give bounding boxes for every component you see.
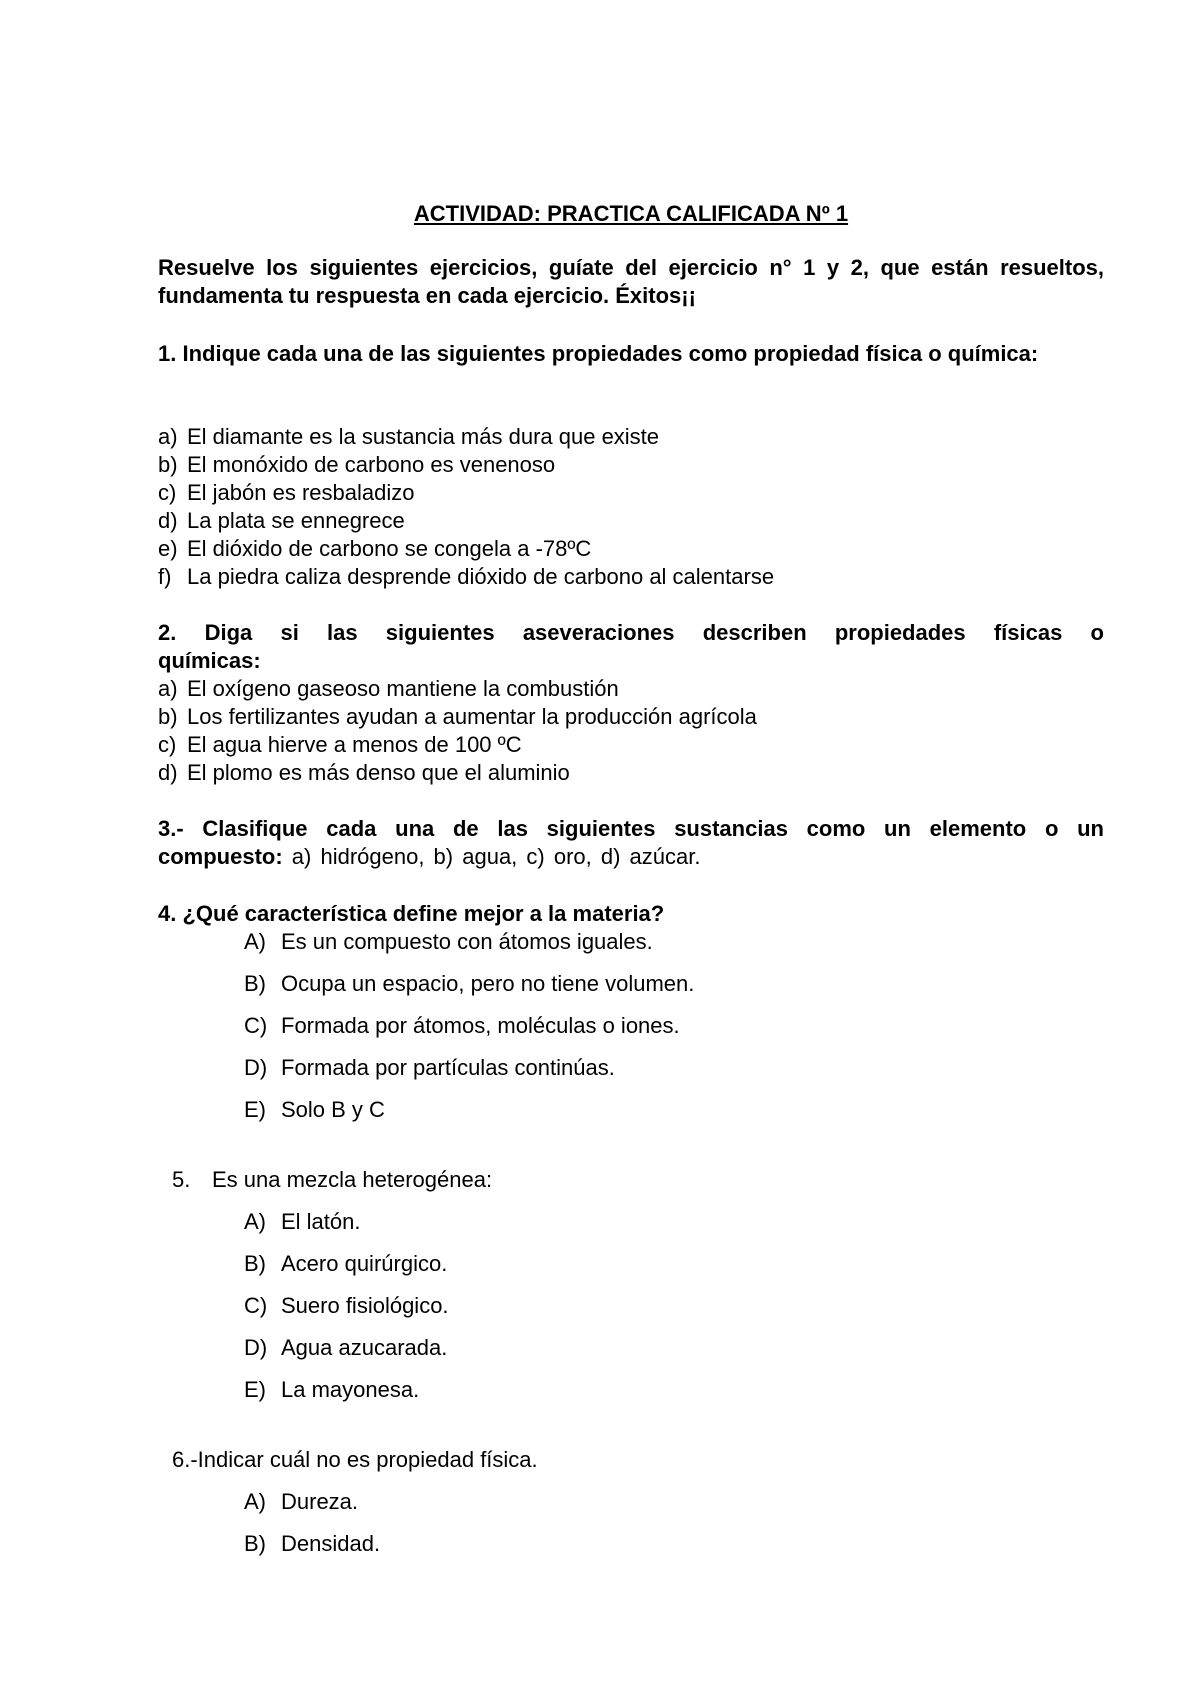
list-item: a) El oxígeno gaseoso mantiene la combustión	[158, 676, 619, 701]
instructions: Resuelve los siguientes ejercicios, guíate del ejercicio n° 1 y 2, que están resueltos, fundamenta tu respuesta en cada ejercicio. Éxitos¡¡	[158, 255, 1104, 308]
list-item: d) La plata se ennegrece	[158, 508, 405, 533]
option-b: B) Densidad.	[244, 1531, 381, 1556]
list-item: d) El plomo es más denso que el aluminio	[158, 760, 570, 785]
question-2-number: 2.	[158, 620, 177, 645]
list-item: a) El diamante es la sustancia más dura que existe	[158, 424, 660, 449]
question-5-number: 5.	[172, 1167, 191, 1192]
question-1-items	[158, 423, 1104, 591]
list-item: b) Los fertilizantes ayudan a aumentar la producción agrícola	[158, 704, 757, 729]
page-title: ACTIVIDAD: PRACTICA CALIFICADA Nº 1	[413, 201, 849, 226]
option-d: D) Formada por partículas continúas.	[244, 1055, 615, 1080]
option-a: A) Es un compuesto con átomos iguales.	[244, 929, 653, 954]
question-2-text: Diga si las siguientes aseveraciones describen propiedades físicas o químicas:	[158, 620, 1104, 673]
option-e: E) Solo B y C	[244, 1097, 385, 1122]
option-a: A) Dureza.	[244, 1489, 359, 1514]
option-a: A) El latón.	[244, 1209, 361, 1234]
list-item: c) El jabón es resbaladizo	[158, 480, 415, 505]
question-5-text: Es una mezcla heterogénea:	[212, 1167, 493, 1192]
question-3-text: 3.- Clasifique cada una de las siguientes sustancias como un elemento o un compuesto:	[158, 816, 1104, 869]
option-d: D) Agua azucarada.	[244, 1335, 448, 1360]
question-2	[158, 619, 1104, 675]
list-item: c) El agua hierve a menos de 100 ºC	[158, 732, 522, 757]
question-2-items	[158, 675, 1104, 787]
list-item: b) El monóxido de carbono es venenoso	[158, 452, 556, 477]
option-e: E) La mayonesa.	[244, 1377, 420, 1402]
list-item: e) El dióxido de carbono se congela a -78ºC	[158, 536, 592, 561]
question-6: 6.-Indicar cuál no es propiedad física.	[172, 1447, 538, 1472]
question-1	[158, 340, 1133, 368]
question-5	[172, 1166, 492, 1194]
option-c: C) Suero fisiológico.	[244, 1293, 449, 1318]
question-3	[158, 815, 1104, 871]
option-c: C) Formada por átomos, moléculas o iones.	[244, 1013, 680, 1038]
question-4: 4. ¿Qué característica define mejor a la materia?	[158, 901, 665, 926]
option-b: B) Ocupa un espacio, pero no tiene volumen.	[244, 971, 695, 996]
list-item: f) La piedra caliza desprende dióxido de carbono al calentarse	[158, 564, 775, 589]
question-1-number: 1.	[158, 341, 177, 366]
option-b: B) Acero quirúrgico.	[244, 1251, 448, 1276]
question-1-text: Indique cada una de las siguientes propiedades como propiedad física o química:	[182, 341, 1039, 366]
question-3-options: a) hidrógeno, b) agua, c) oro, d) azúcar.	[282, 844, 701, 869]
